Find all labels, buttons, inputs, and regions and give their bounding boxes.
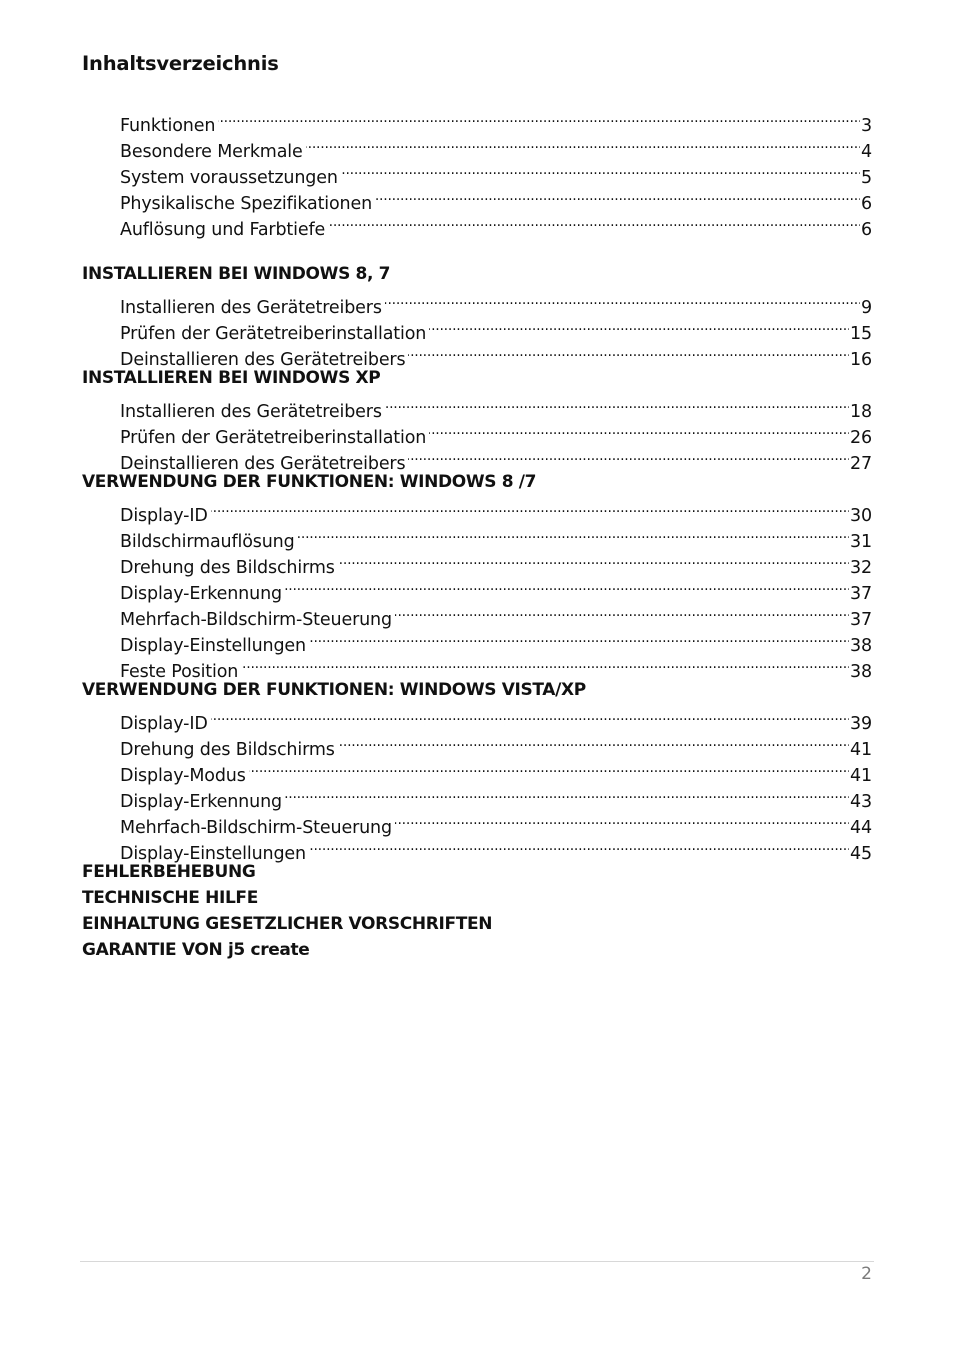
dot-leader: [429, 313, 849, 339]
toc-entry-label: Display-Modus: [120, 766, 246, 786]
toc-section-heading[interactable]: GARANTIE VON j5 create: [82, 940, 310, 960]
toc-entry[interactable]: [82, 105, 872, 136]
toc-entry-page: 44: [850, 818, 872, 838]
toc-entry-label: Display-Einstellungen: [120, 636, 306, 656]
toc-section-heading[interactable]: VERWENDUNG DER FUNKTIONEN: WINDOWS 8 /7: [82, 472, 537, 492]
dot-leader: [298, 521, 849, 547]
toc-entry-label: System voraussetzungen: [120, 168, 338, 188]
toc-entry-page: 27: [850, 454, 872, 474]
dot-leader: [429, 417, 849, 443]
toc-entry-page: 30: [850, 506, 872, 526]
toc-entry-page: 41: [850, 766, 872, 786]
dot-leader: [249, 755, 849, 781]
toc-entry[interactable]: [82, 287, 872, 318]
toc-entry-label: Drehung des Bildschirms: [120, 558, 335, 578]
dot-leader: [408, 443, 849, 469]
toc-entry-page: 26: [850, 428, 872, 448]
toc-section-heading[interactable]: INSTALLIEREN BEI WINDOWS XP: [82, 368, 381, 388]
toc-entry-label: Prüfen der Gerätetreiberinstallation: [120, 428, 427, 448]
toc-entry-label: Drehung des Bildschirms: [120, 740, 335, 760]
toc-entry-label: Prüfen der Gerätetreiberinstallation: [120, 324, 427, 344]
toc-entry-label: Display-Erkennung: [120, 792, 282, 812]
toc-entry-page: 5: [861, 168, 872, 188]
toc-entry-page: 15: [850, 324, 872, 344]
toc-entry-label: Display-Erkennung: [120, 584, 282, 604]
toc-entry-page: 31: [850, 532, 872, 552]
toc-entry-label: Installieren des Gerätetreibers: [120, 298, 382, 318]
toc-entry-page: 6: [861, 220, 872, 240]
toc-section-heading[interactable]: FEHLERBEHEBUNG: [82, 862, 256, 882]
dot-leader: [309, 833, 849, 859]
toc-entry-page: 45: [850, 844, 872, 864]
toc-entry-label: Bildschirmauflösung: [120, 532, 295, 552]
toc-entry-page: 39: [850, 714, 872, 734]
dot-leader: [338, 547, 849, 573]
toc-entry-label: Mehrfach-Bildschirm-Steuerung: [120, 610, 392, 630]
dot-leader: [285, 781, 849, 807]
toc-section-heading[interactable]: TECHNISCHE HILFE: [82, 888, 258, 908]
table-of-contents: [82, 105, 872, 963]
toc-entry-label: Mehrfach-Bildschirm-Steuerung: [120, 818, 392, 838]
toc-entry[interactable]: [82, 495, 872, 526]
toc-entry-label: Funktionen: [120, 116, 216, 136]
toc-entry-page: 41: [850, 740, 872, 760]
dot-leader: [408, 339, 849, 365]
toc-entry-page: 3: [861, 116, 872, 136]
toc-entry-page: 37: [850, 610, 872, 630]
toc-section-heading[interactable]: VERWENDUNG DER FUNKTIONEN: WINDOWS VISTA/XP: [82, 680, 586, 700]
toc-entry-label: Display-ID: [120, 714, 208, 734]
dot-leader: [385, 391, 849, 417]
toc-entry-page: 16: [850, 350, 872, 370]
toc-entry-label: Display-Einstellungen: [120, 844, 306, 864]
footer-divider: [80, 1261, 874, 1262]
toc-entry-page: 37: [850, 584, 872, 604]
toc-entry-page: 6: [861, 194, 872, 214]
dot-leader: [375, 183, 860, 209]
toc-entry-page: 18: [850, 402, 872, 422]
dot-leader: [285, 573, 849, 599]
toc-entry-page: 32: [850, 558, 872, 578]
toc-entry-page: 38: [850, 636, 872, 656]
dot-leader: [218, 105, 860, 131]
toc-entry-page: 4: [861, 142, 872, 162]
page-number: 2: [861, 1264, 872, 1284]
dot-leader: [211, 495, 849, 521]
dot-leader: [211, 703, 849, 729]
dot-leader: [338, 729, 849, 755]
toc-entry-label: Deinstallieren des Gerätetreibers: [120, 350, 406, 370]
toc-entry[interactable]: [82, 391, 872, 422]
toc-entry-page: 43: [850, 792, 872, 812]
toc-entry-page: 38: [850, 662, 872, 682]
toc-entry-label: Feste Position: [120, 662, 239, 682]
toc-entry-label: Deinstallieren des Gerätetreibers: [120, 454, 406, 474]
toc-section-heading[interactable]: INSTALLIEREN BEI WINDOWS 8, 7: [82, 264, 391, 284]
dot-leader: [395, 807, 849, 833]
toc-entry-label: Display-ID: [120, 506, 208, 526]
dot-leader: [341, 157, 860, 183]
dot-leader: [395, 599, 849, 625]
toc-entry-label: Physikalische Spezifikationen: [120, 194, 373, 214]
toc-entry-label: Besondere Merkmale: [120, 142, 303, 162]
dot-leader: [385, 287, 860, 313]
dot-leader: [309, 625, 849, 651]
dot-leader: [306, 131, 860, 157]
toc-section-heading[interactable]: EINHALTUNG GESETZLICHER VORSCHRIFTEN: [82, 914, 493, 934]
dot-leader: [328, 209, 860, 235]
page-title: Inhaltsverzeichnis: [82, 52, 279, 75]
dot-leader: [241, 651, 849, 677]
toc-entry[interactable]: [82, 703, 872, 734]
toc-entry-label: Installieren des Gerätetreibers: [120, 402, 382, 422]
toc-entry-page: 9: [861, 298, 872, 318]
toc-entry-label: Auflösung und Farbtiefe: [120, 220, 326, 240]
